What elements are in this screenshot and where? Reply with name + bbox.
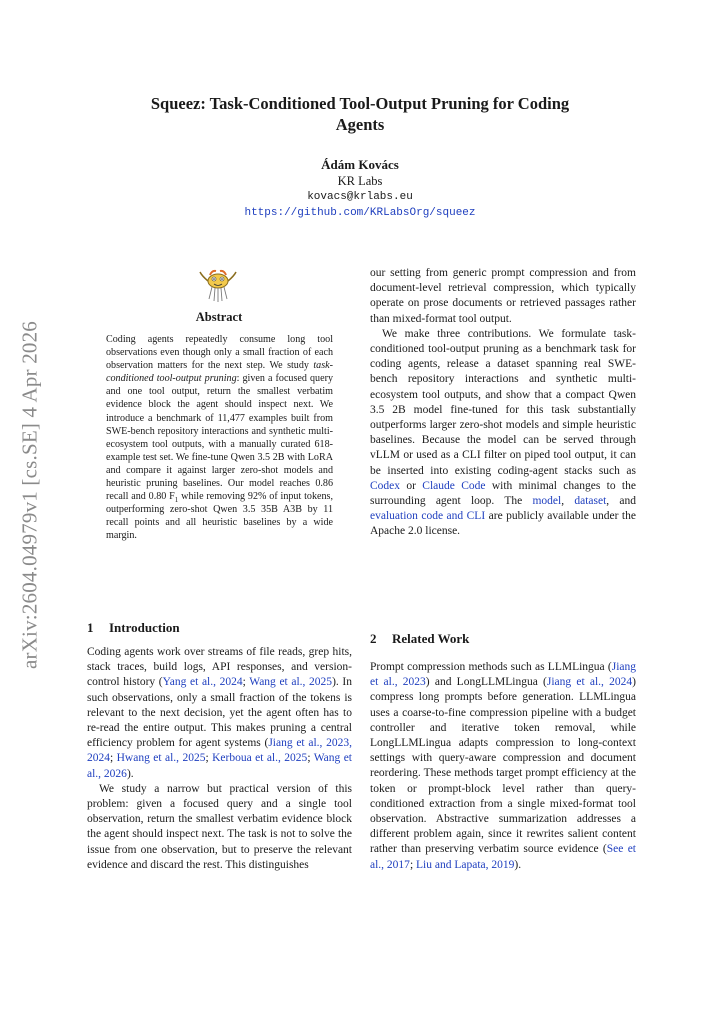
author-email[interactable]: kovacs@krlabs.eu: [307, 191, 413, 203]
codex-link[interactable]: Codex: [370, 479, 401, 492]
abstract-text: Coding agents repeatedly consume long tool observations even though only a small fraction of each observation matters for the next step. We study task-conditioned tool-output pruning: given a focused query and one tool output, return the smallest verbatim evidence block the agent should inspect next. We introduce a benchmark of 11,477 examples built from SWE-bench repository interactions and synthetic multi-ecosystem tool outputs, with a manually curated 618-example test set. We fine-tune Qwen 3.5 2B with LoRA and compare it against larger zero-shot models and heuristic pruning baselines. Our model reaches 0.86 recall and 0.80 $F_1$ while removing 92% of input tokens, outperforming zero-shot Qwen 3.5 35B A3B by 11 recall points and all heuristic baselines by a wide margin.: [106, 334, 333, 542]
related-work-paragraph: Prompt compression methods such as LLMLingua (Jiang et al., 2023) and LongLLMLingua (Jiang et al., 2024) compress long prompts before generation. LLMLingua uses a coarse-to-fine compression pipeline with a budget controller and iterative token removal, while LongLLMLingua adapts compression to long-context settings with query-aware compression and document reordering. These methods target prompt efficiency at the token or prompt-block level rather than query-conditioned extraction from a single mixed-format tool observation. Abstractive summarization addresses a different problem again, since it rewrites salient content rather than preserving verbatim source evidence (See et al., 2017; Liu and Lapata, 2019).: [370, 661, 637, 871]
arxiv-identifier: arXiv:2604.04979v1 [cs.SE] 4 Apr 2026: [17, 320, 42, 670]
repository-link[interactable]: https://github.com/KRLabsOrg/squeez: [244, 207, 476, 219]
citation-link[interactable]: Wang et al., 2026: [87, 752, 352, 780]
dataset-link[interactable]: dataset: [574, 495, 607, 508]
author-name: Ádám Kovács: [321, 157, 399, 172]
author-block: [100, 157, 620, 221]
citation-link[interactable]: Jiang et al., 2023, 2024: [87, 737, 353, 765]
citation-link[interactable]: Wang et al., 2025: [249, 676, 333, 689]
citation-link[interactable]: See et al., 2017: [370, 843, 637, 871]
abstract-heading: Abstract: [195, 310, 243, 324]
related-work-body: [370, 660, 636, 873]
claude-code-link[interactable]: Claude Code: [422, 479, 486, 492]
title-line-2: Agents: [335, 115, 385, 134]
citation-link[interactable]: Hwang et al., 2025: [116, 752, 206, 765]
introduction-continued: [370, 266, 636, 540]
introduction-body: [87, 645, 352, 873]
intro-paragraph-3: our setting from generic prompt compression and from document-level retrieval compression, which typically operate on prose documents or retrieved passages rather than mixed-format tool output.: [370, 267, 636, 325]
paper-title: [80, 93, 640, 135]
intro-paragraph-1: Coding agents work over streams of file reads, grep hits, stack traces, build logs, API responses, and version-control history (Yang et al., 2024; Wang et al., 2025). In such observations, only a small fraction of the tokens is relevant to the next decision, yet the agent often has to re-read the entire output. This makes pruning a central efficiency problem for agent systems (Jiang et al., 2023, 2024; Hwang et al., 2025; Kerboua et al., 2025; Wang et al., 2026).: [87, 646, 353, 780]
evaluation-code-link[interactable]: evaluation code and CLI: [370, 510, 486, 523]
squeez-logo-icon: [198, 266, 238, 304]
citation-link[interactable]: Kerboua et al., 2025: [212, 752, 308, 765]
title-line-1: Squeez: Task-Conditioned Tool-Output Pruning for Coding: [150, 94, 570, 113]
author-affiliation: KR Labs: [337, 174, 383, 188]
section-heading-introduction: 1 Introduction: [87, 620, 180, 635]
intro-paragraph-contributions: We make three contributions. We formulate task-conditioned tool-output pruning as a benchmark task for coding agents, release a dataset spanning real SWE-bench repository interactions and synthetic multi-ecosystem tool outputs, and show that a compact Qwen 3.5 2B model fine-tuned for this task substantially outperforms larger zero-shot models and simple heuristic baselines. Because the model can be served through vLLM or used as a CLI filter on piped tool output, it can be inserted into existing coding-agent stacks such as Codex or Claude Code with minimal changes to the surrounding agent loop. The model, dataset, and evaluation code and CLI are publicly available under the Apache 2.0 license.: [370, 327, 637, 538]
citation-link[interactable]: Jiang et al., 2023: [370, 661, 636, 689]
section-heading-related-work: 2 Related Work: [370, 631, 470, 646]
model-link[interactable]: model: [532, 495, 562, 508]
intro-paragraph-2: We study a narrow but practical version of this problem: given a focused query and a single tool observation, return the smallest verbatim evidence block the agent should inspect next. The task is not to solve the issue from one observation, but to preserve the relevant evidence and discard the rest. This distinguishes: [87, 782, 352, 871]
citation-link[interactable]: Jiang et al., 2024: [546, 676, 633, 689]
citation-link[interactable]: Yang et al., 2024: [162, 676, 243, 689]
citation-link[interactable]: Liu and Lapata, 2019: [416, 858, 515, 871]
arxiv-sidebar: [2, 300, 58, 690]
